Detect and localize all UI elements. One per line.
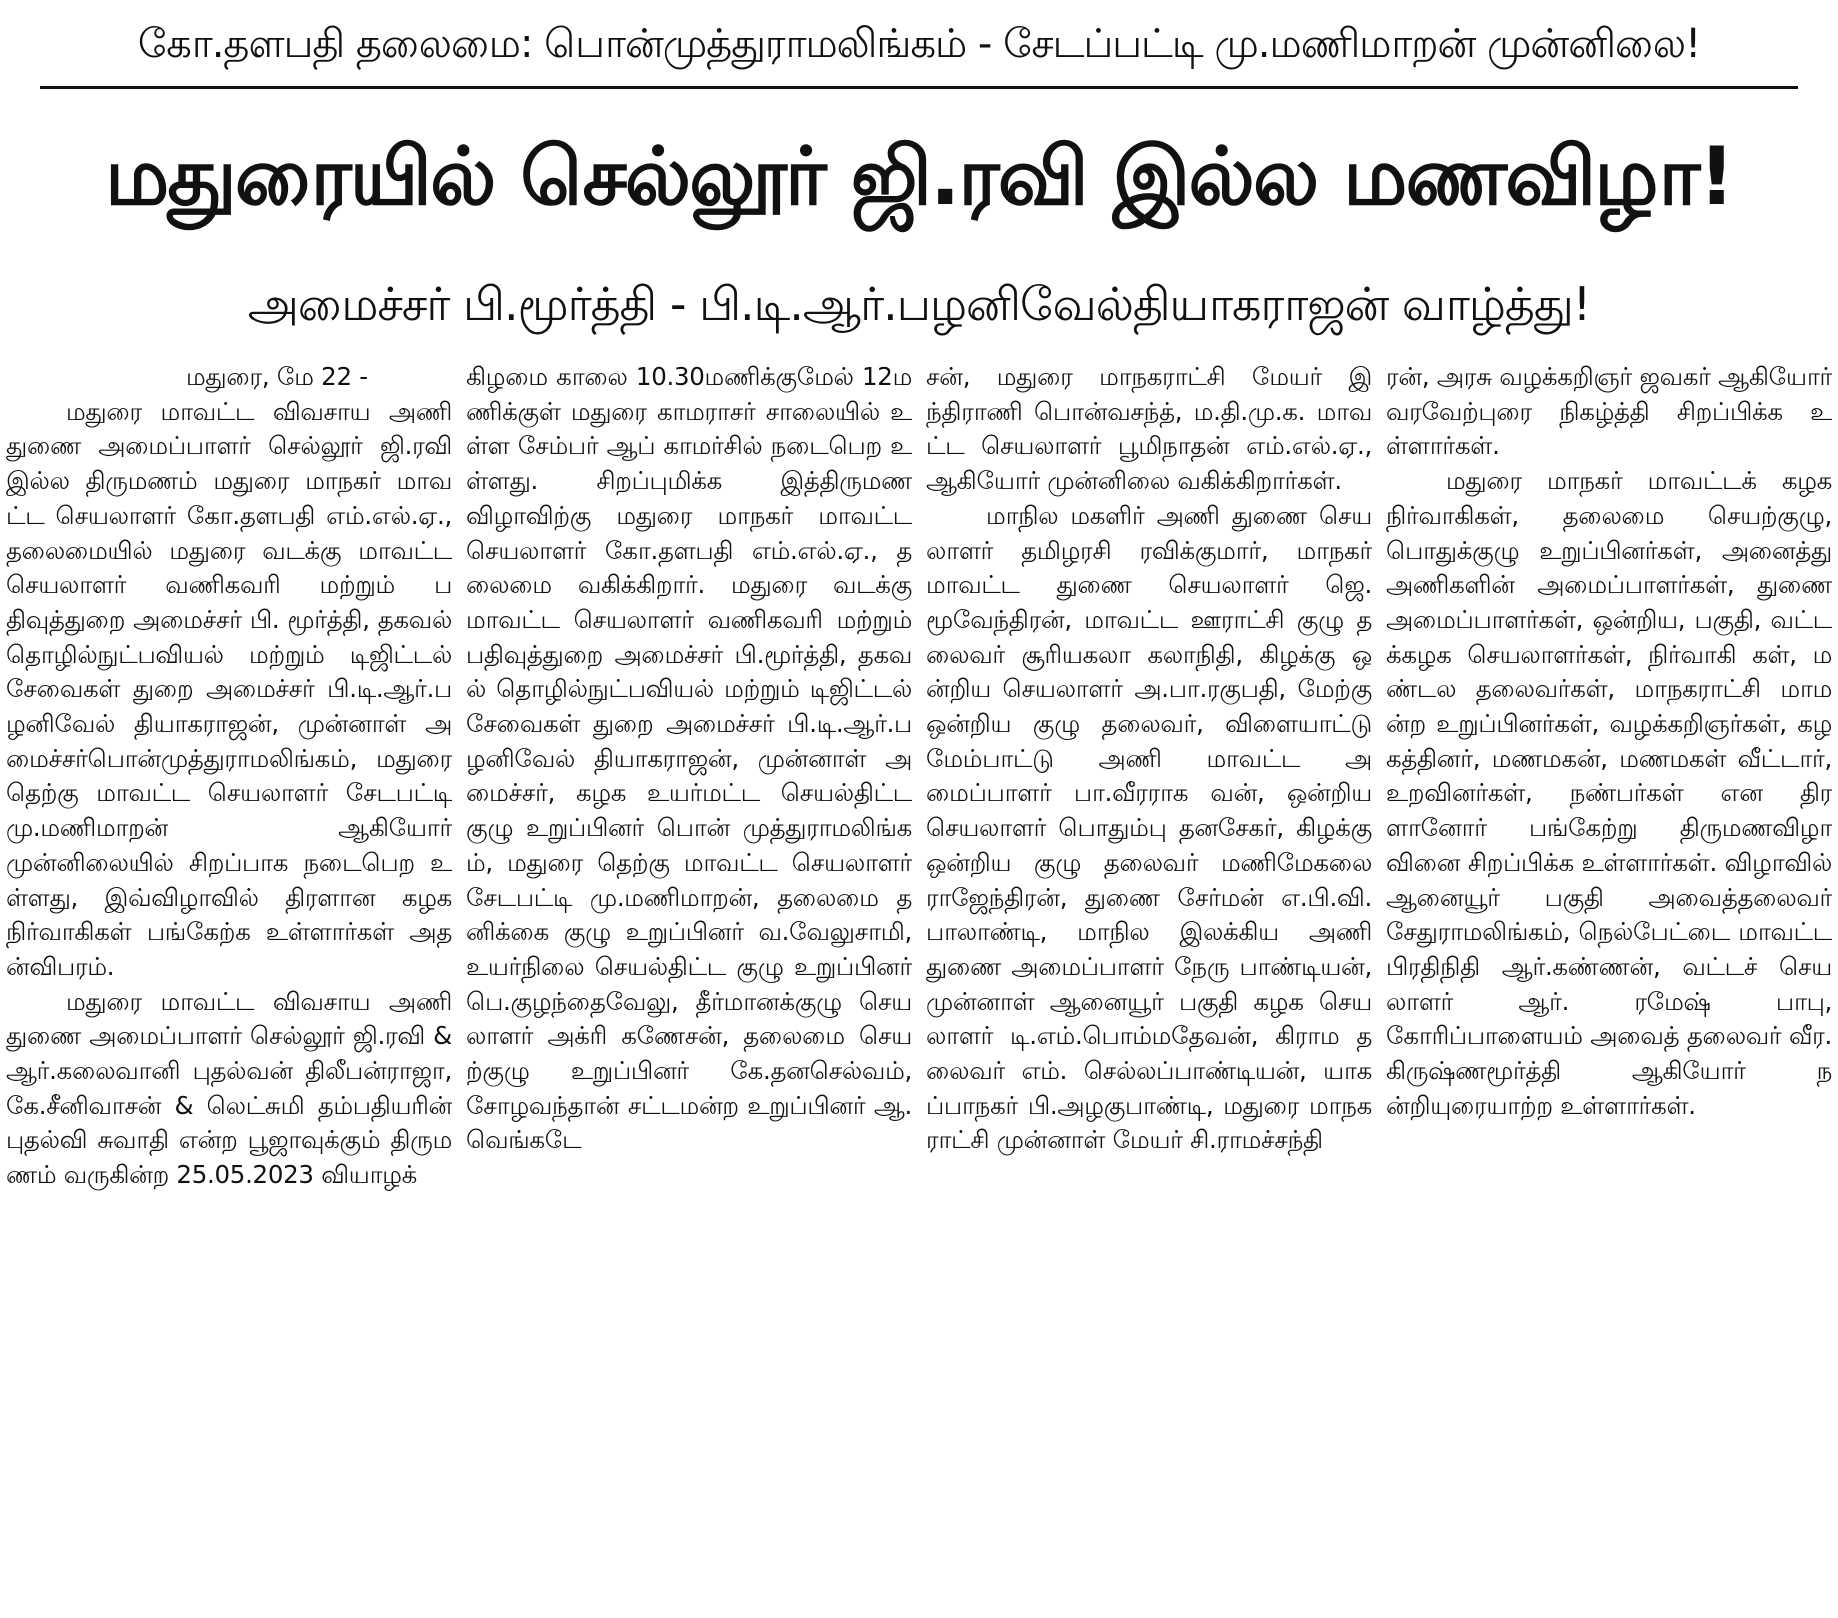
paragraph: ரன், அரசு வழக்கறிஞர் ஜவகர் ஆகியோர் வரவேற்புரை நிகழ்த்தி சிறப்பிக்க உள்ளார்கள். (1386, 362, 1832, 461)
subheadline: அமைச்சர் பி.மூர்த்தி - பி.டி.ஆர்.பழனிவேல்தியாகராஜன் வாழ்த்து! (247, 276, 1591, 331)
paragraph: மதுரை மாவட்ட விவசாய அணி துணை அமைப்பாளர் செல்லூர் ஜி.ரவி இல்ல திருமணம் மதுரை மாநகர் மாவட்ட செயலாளர் கோ.தளபதி எம்.எல்.ஏ., தலைமையில் மதுரை வடக்கு மாவட்ட செயலாளர் வணிகவரி மற்றும் பதிவுத்துறை அமைச்சர் பி. மூர்த்தி, தகவல் தொழில்நுட்பவியல் மற்றும் டிஜிட்டல் சேவைகள் துறை அமைச்சர் பி.டி.ஆர்.பழனிவேல் தியாகராஜன், முன்னாள் அமைச்சர்பொன்முத்துராமலிங்கம், மதுரை தெற்கு மாவட்ட செயலாளர் சேடபட்டி மு.மணிமாறன் ஆகியோர் முன்னிலையில் சிறப்பாக நடைபெற உள்ளது, இவ்விழாவில் திரளான கழக நிர்வாகிகள் பங்கேற்க உள்ளார்கள் அதன்விபரம். (6, 396, 452, 981)
column-2 (466, 360, 912, 1618)
headline: மதுரையில் செல்லூர் ஜி.ரவி இல்ல மணவிழா! (105, 130, 1733, 223)
paragraph: சன், மதுரை மாநகராட்சி மேயர் இந்திராணி பொன்வசந்த், ம.தி.மு.க. மாவட்ட செயலாளர் பூமிநாதன் எம்.எல்.ஏ., ஆகியோர் முன்னிலை வகிக்கிறார்கள். (926, 362, 1372, 496)
paragraph: மாநில மகளிர் அணி துணை செயலாளர் தமிழரசி ரவிக்குமார், மாநகர் மாவட்ட துணை செயலாளர் ஜெ.மூவேந்திரன், மாவட்ட ஊராட்சி குழு தலைவர் சூரியகலா கலாநிதி, கிழக்கு ஒன்றிய செயலாளர் அ.பா.ரகுபதி, மேற்கு ஒன்றிய குழு தலைவர், விளையாட்டு மேம்பாட்டு அணி மாவட்ட அமைப்பாளர் பா.வீரராக வன், ஒன்றிய செயலாளர் பொதும்பு தனசேகர், கிழக்கு ஒன்றிய குழு தலைவர் மணிமேகலை ராஜேந்திரன், துணை சேர்மன் எ.பி.வி.பாலாண்டி, மாநில இலக்கிய அணி துணை அமைப்பாளர் நேரு பாண்டியன், முன்னாள் ஆனையூர் பகுதி கழக செயலாளர் டி.எம்.பொம்மதேவன், கிராம தலைவர் எம். செல்லப்பாண்டியன், யாகப்பாநகர் பி.அழகுபாண்டி, மதுரை மாநகராட்சி முன்னாள் மேயர் சி.ராமச்சந்தி (926, 500, 1372, 1155)
dateline (6, 360, 452, 395)
paragraph: கிழமை காலை 10.30மணிக்குமேல் 12மணிக்குள் மதுரை காமராசர் சாலையில் உள்ள சேம்பர் ஆப் காமர்சில் நடைபெற உள்ளது. சிறப்புமிக்க இத்திருமண விழாவிற்கு மதுரை மாநகர் மாவட்ட செயலாளர் கோ.தளபதி எம்.எல்.ஏ., தலைமை வகிக்கிறார். மதுரை வடக்கு மாவட்ட செயலாளர் வணிகவரி மற்றும் பதிவுத்துறை அமைச்சர் பி.மூர்த்தி, தகவல் தொழில்நுட்பவியல் மற்றும் டிஜிட்டல் சேவைகள் துறை அமைச்சர் பி.டி.ஆர்.பழனிவேல் தியாகராஜன், முன்னாள் அமைச்சர், கழக உயர்மட்ட செயல்திட்ட குழு உறுப்பினர் பொன் முத்துராமலிங்கம், மதுரை தெற்கு மாவட்ட செயலாளர் சேடபட்டி மு.மணிமாறன், தலைமை தனிக்கை குழு உறுப்பினர் வ.வேலுசாமி, உயர்நிலை செயல்திட்ட குழு உறுப்பினர் பெ.குழந்தைவேலு, தீர்மானக்குழு செயலாளர் அக்ரி கணேசன், தலைமை செயற்குழு உறுப்பினர் கே.தனசெல்வம், சோழவந்தான் சட்டமன்ற உறுப்பினர் ஆ.வெங்கடே (466, 362, 912, 1155)
kicker-line: கோ.தளபதி தலைமை: பொன்முத்துராமலிங்கம் - சேடப்பட்டி மு.மணிமாறன் முன்னிலை! (40, 6, 1798, 89)
paragraph: மதுரை மாநகர் மாவட்டக் கழக நிர்வாகிகள், தலைமை செயற்குழு, பொதுக்குழு உறுப்பினர்கள், அனைத்து அணிகளின் அமைப்பாளர்கள், துணை அமைப்பாளர்கள், ஒன்றிய, பகுதி, வட்டக்கழக செயலாளர்கள், நிர்வாகி கள், மண்டல தலைவர்கள், மாநகராட்சி மாமன்ற உறுப்பினர்கள், வழக்கறிஞர்கள், கழகத்தினர், மணமகன், மணமகள் வீட்டார், உறவினர்கள், நண்பர்கள் என திரளானோர் பங்கேற்று திருமணவிழா வினை சிறப்பிக்க உள்ளார்கள். விழாவில் ஆனையூர் பகுதி அவைத்தலைவர் சேதுராமலிங்கம், நெல்பேட்டை மாவட்ட பிரதிநிதி ஆர்.கண்ணன், வட்டச் செயலாளர் ஆர். ரமேஷ் பாபு, கோரிப்பாளையம் அவைத் தலைவர் வீர.கிருஷ்ணமூர்த்தி ஆகியோர் நன்றியுரையாற்ற உள்ளார்கள். (1386, 466, 1832, 1120)
column-3 (926, 360, 1372, 1618)
column-4 (1386, 360, 1832, 1618)
paragraph: மதுரை மாவட்ட விவசாய அணி துணை அமைப்பாளர் செல்லூர் ஜி.ரவி & ஆர்.கலைவானி புதல்வன் திலீபன்ராஜா, கே.சீனிவாசன் & லெட்சுமி தம்பதியரின் புதல்வி சுவாதி என்ற பூஜாவுக்கும் திருமணம் வருகின்ற 25.05.2023 வியாழக் (6, 986, 452, 1190)
column-1 (6, 360, 452, 1618)
article-body (6, 360, 1832, 1618)
dateline-text: மதுரை, மே 22 - (186, 362, 368, 391)
